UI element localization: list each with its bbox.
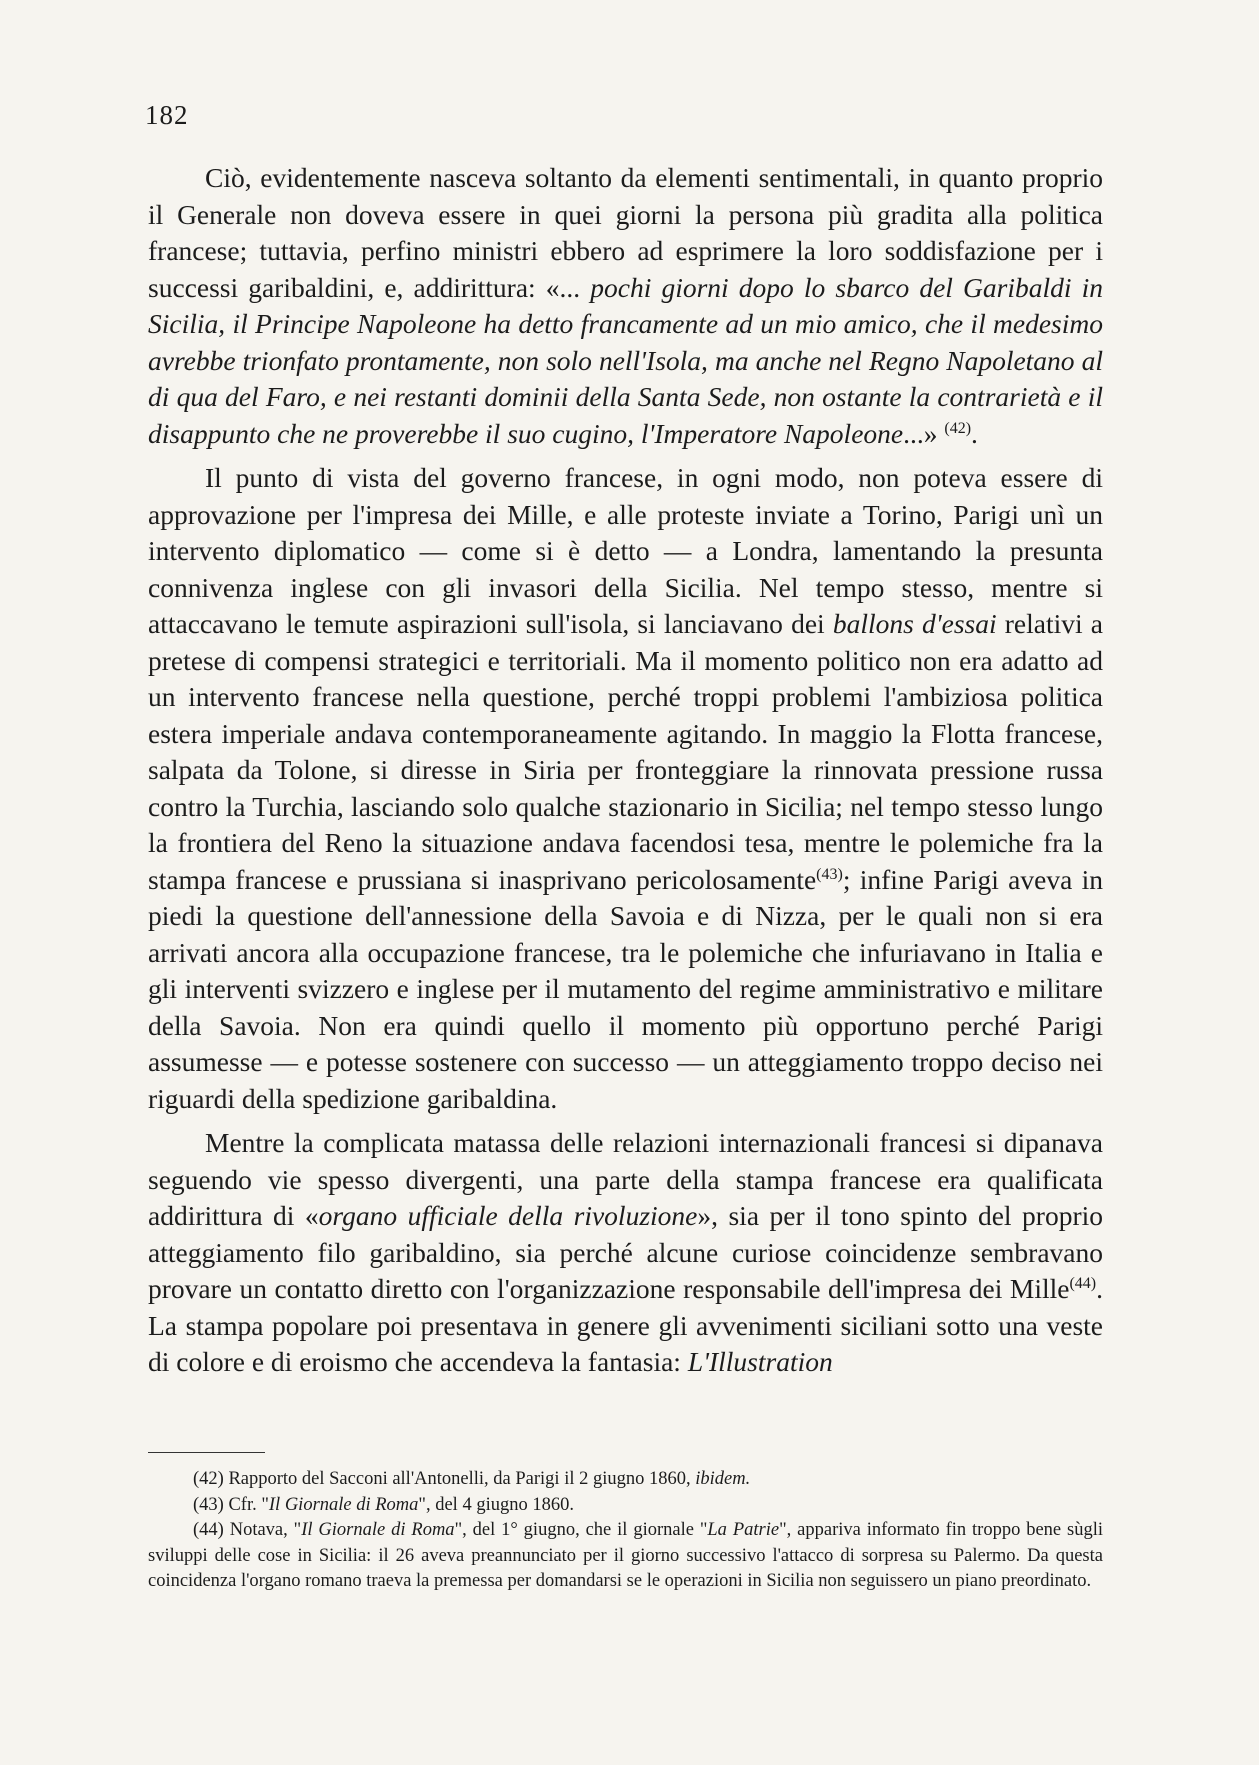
footnote-reference: (42): [944, 419, 972, 437]
text-run: (44) Notava, ": [193, 1520, 302, 1540]
text-run: relativi a pretese di compensi strategici e territoriali. Ma il momento politico non era adatto ad un intervento francese nella questione, perché troppi problemi l'ambiziosa politica estera imperiale andava contemporaneamente agitando. In maggio la Flotta francese, salpata da Tolone, si diresse in Siria per fronteggiare la rinnovata pressione russa contro la Turchia, lasciando solo qualche stazionario in Sicilia; nel tempo stesso lungo la frontiera del Reno la situazione andava facendosi tesa, mentre le polemiche fra la stampa francese e prussiana si inasprivano pericolosamente: [148, 608, 1103, 895]
footnote-reference: (44): [1069, 1275, 1097, 1292]
paragraph: [148, 160, 1103, 452]
italic-text: La Patrie: [707, 1520, 780, 1540]
text-run: ", appariva informato fin troppo bene sùgli sviluppi delle cose in Sicilia: il 26 aveva preannunciato per il giorno successivo l'attacco di sorpresa su Palermo. Da questa coincidenza l'organo romano traeva la premessa per domandarsi se le operazioni in Sicilia non seguissero un piano preordinato.: [148, 1520, 1104, 1591]
text-run: (42) Rapporto del Sacconi all'Antonelli, da Parigi il 2 giugno 1860,: [193, 1469, 696, 1489]
italic-text: ballons d'essai: [832, 608, 997, 639]
paragraph: [148, 1125, 1103, 1381]
text-run: . La stampa popolare poi presentava in genere gli avvenimenti siciliani sotto una veste di colore e di eroismo che accendeva la fantasia:: [148, 1273, 1103, 1377]
text-run: (43) Cfr. ": [193, 1494, 269, 1515]
text-run: ...»: [903, 417, 945, 449]
footnotes: [148, 1467, 1103, 1595]
italic-text: ibidem.: [695, 1469, 751, 1489]
body-text: [148, 160, 1103, 1381]
footnote-reference: (43): [816, 865, 843, 883]
footnote-separator: [148, 1452, 265, 1453]
text-run: ; infine Parigi aveva in piedi la questione dell'annessione della Savoia e di Nizza, per le quali non si era arrivati ancora alla occupazione francese, tra le polemiche che infuriavano in Italia e gli interventi svizzero e inglese per il mutamento del regime amministrativo e militare della Savoia. Non era quindi quello il momento più opportuno perché Parigi assumesse — e potesse sostenere con successo — un atteggiamento troppo deciso nei riguardi della spedizione garibaldina.: [148, 863, 1103, 1114]
paragraph: [148, 460, 1103, 1117]
text-run: ", del 1° giugno, che il giornale ": [454, 1520, 708, 1540]
text-run: », sia per il tono spinto del proprio atteggiamento filo garibaldino, sia perché alcune curiose coincidenze sembravano provare un contatto diretto con l'organizzazione responsabile dell'impresa dei Mille: [148, 1200, 1103, 1304]
text-run: Il punto di vista del governo francese, in ogni modo, non poteva essere di approvazione per l'impresa dei Mille, e alle proteste inviate a Torino, Parigi unì un intervento diplomatico — come si è detto — a Londra, lamentando la presunta connivenza inglese con gli invasori della Sicilia. Nel tempo stesso, mentre si attaccavano le temute aspirazioni sull'isola, si lanciavano dei: [148, 462, 1103, 639]
footnote: [148, 1518, 1103, 1595]
footnote: [148, 1493, 1103, 1519]
text-run: .: [971, 417, 978, 449]
italic-text: Il Giornale di Roma: [268, 1494, 419, 1515]
italic-text: Il Giornale di Roma: [301, 1520, 455, 1540]
italic-text: L'Illustration: [687, 1346, 833, 1377]
text-run: Ciò, evidentemente nasceva soltanto da elementi sentimentali, in quanto proprio il Generale non doveva essere in quei giorni la persona più gradita alla politica francese; tuttavia, perfino ministri ebbero ad esprimere la loro soddisfazione per i successi garibaldini, e, addirittura: «...: [148, 162, 1103, 303]
page-number: 182: [145, 100, 189, 130]
text-run: Mentre la complicata matassa delle relazioni internazionali francesi si dipanava seguendo vie spesso divergenti, una parte della stampa francese era qualificata addirittura di «: [148, 1127, 1103, 1231]
italic-text: organo ufficiale della rivoluzione: [318, 1200, 698, 1231]
footnote: [148, 1467, 1103, 1493]
text-run: ", del 4 giugno 1860.: [418, 1494, 574, 1515]
italic-text: pochi giorni dopo lo sbarco del Garibaldi in Sicilia, il Principe Napoleone ha detto francamente ad un mio amico, che il medesimo avrebbe trionfato prontamente, non solo nell'Isola, ma anche nel Regno Napoletano al di qua del Faro, e nei restanti dominii della Santa Sede, non ostante la contrarietà e il disappunto che ne proverebbe il suo cugino, l'Imperatore Napoleone: [148, 271, 1103, 449]
